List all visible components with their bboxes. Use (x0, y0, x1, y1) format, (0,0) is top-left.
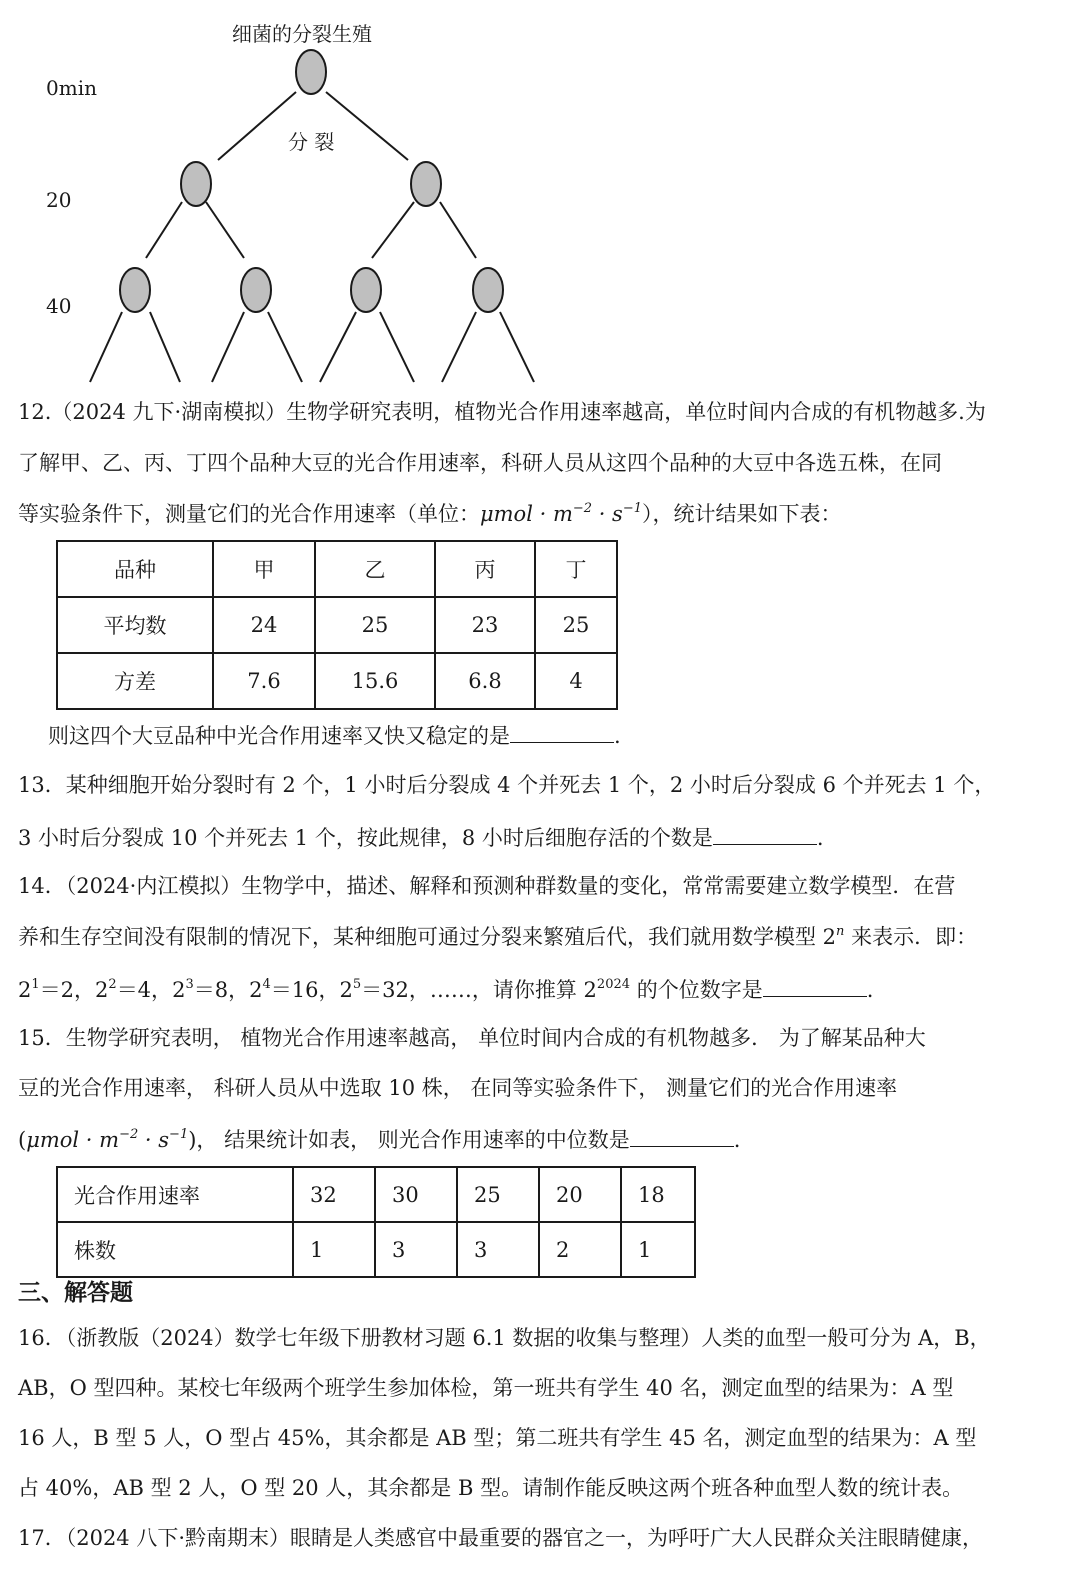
branch (218, 92, 296, 160)
q14-line1: 14．（2024·内江模拟）生物学中，描述、解释和预测种群数量的变化，常常需要建立数学模型．在营 (18, 874, 956, 898)
table-row (57, 541, 617, 597)
time-label-40: 40 (46, 294, 72, 318)
q15-unit: $\mu mol \cdot m^{-2} \cdot s^{-1}$ (26, 1127, 189, 1152)
table-cell: 1 (293, 1222, 375, 1277)
branch (206, 202, 244, 258)
table-cell: 7.6 (213, 653, 315, 709)
section-heading: 三、解答题 (18, 1280, 133, 1306)
q15-line2: 豆的光合作用速率， 科研人员从中选取 10 株， 在同等实验条件下， 测量它们的光合作用速率 (18, 1076, 898, 1100)
table-cell: 方差 (57, 653, 213, 709)
power-term: $2^1=2$， (18, 977, 96, 1002)
q12-question: 则这四个大豆品种中光合作用速率又快又稳定的是 . (48, 724, 621, 748)
q16-line4: 占 40%，AB 型 2 人，O 型 20 人，其余都是 B 型。请制作能反映这两个班各种血型人数的统计表。 (18, 1476, 964, 1500)
table-cell: 32 (293, 1167, 375, 1222)
table-cell: 1 (621, 1222, 695, 1277)
q16-line1: 16．（浙教版（2024）数学七年级下册教材习题 6.1 数据的收集与整理）人类的血型一般可分为 A，B， (18, 1326, 991, 1350)
table-cell: 甲 (213, 541, 315, 597)
table-cell: 24 (213, 597, 315, 653)
time-label-20: 20 (46, 188, 72, 212)
bacterium-cell (181, 162, 211, 206)
division-tree (0, 0, 560, 390)
table-cell: 3 (457, 1222, 539, 1277)
answer-blank[interactable] (510, 724, 614, 743)
diagram-title: 细菌的分裂生殖 (232, 22, 372, 46)
table-cell: 6.8 (435, 653, 535, 709)
q16-line2: AB，O 型四种。某校七年级两个班学生参加体检，第一班共有学生 40 名，测定血型的结果为：A 型 (18, 1376, 954, 1400)
time-label-0: 0min (46, 76, 97, 100)
answer-blank[interactable] (630, 1128, 734, 1147)
table-cell: 株数 (57, 1222, 293, 1277)
table-cell: 3 (375, 1222, 457, 1277)
branch (320, 312, 356, 382)
branch (440, 202, 476, 258)
table-row (57, 653, 617, 709)
q16-line3: 16 人，B 型 5 人，O 型占 45%，其余都是 AB 型；第二班共有学生 45 名，测定血型的结果为：A 型 (18, 1426, 977, 1450)
q12-line3-pre: 等实验条件下，测量它们的光合作用速率（单位： (18, 502, 480, 526)
q12-unit: $\mu mol \cdot m^{-2} \cdot s^{-1}$ (480, 501, 643, 526)
table-cell: 光合作用速率 (57, 1167, 293, 1222)
q13-line2: 3 小时后分裂成 10 个并死去 1 个，按此规律，8 小时后细胞存活的个数是 . (18, 826, 824, 850)
q12-line1: 12.（2024 九下·湖南模拟）生物学研究表明，植物光合作用速率越高，单位时间内合成的有机物越多.为 (18, 400, 986, 424)
branch (372, 202, 414, 258)
table-cell: 15.6 (315, 653, 435, 709)
q15-line1: 15．生物学研究表明， 植物光合作用速率越高， 单位时间内合成的有机物越多． 为了解某品种大 (18, 1026, 926, 1050)
q12-line3 (18, 501, 842, 526)
q15-line3: $(\mu mol \cdot m^{-2} \cdot s^{-1})$， 结果统计如表， 则光合作用速率的中位数是 . (18, 1127, 741, 1152)
power-term: $2^5=32$， (339, 977, 430, 1002)
bacterium-cell (120, 268, 150, 312)
branch (150, 312, 180, 382)
q15-table (56, 1166, 696, 1278)
power-term: $2^2=4$， (95, 977, 173, 1002)
table-cell: 25 (315, 597, 435, 653)
table-cell: 4 (535, 653, 617, 709)
table-cell: 30 (375, 1167, 457, 1222)
q13-line1: 13．某种细胞开始分裂时有 2 个，1 小时后分裂成 4 个并死去 1 个，2 小时后分裂成 6 个并死去 1 个， (18, 773, 996, 797)
table-cell: 23 (435, 597, 535, 653)
table-cell: 2 (539, 1222, 621, 1277)
table-row (57, 597, 617, 653)
branch (500, 312, 534, 382)
table-cell: 25 (535, 597, 617, 653)
table-row (57, 1167, 695, 1222)
table-row (57, 1222, 695, 1277)
bacterium-cell (473, 268, 503, 312)
q14-line3: $2^1=2$，$2^2=4$，$2^3=8$，$2^4=16$，$2^5=32$，……，请你推算 $2^{2024}$ 的个位数字是 . (18, 977, 874, 1002)
power-term: $2^3=8$， (172, 977, 250, 1002)
table-cell: 品种 (57, 541, 213, 597)
branch (90, 312, 122, 382)
branch (268, 312, 302, 382)
answer-blank[interactable] (763, 978, 867, 997)
branch (146, 202, 182, 258)
answer-blank[interactable] (713, 826, 817, 845)
branch (212, 312, 244, 382)
table-cell: 25 (457, 1167, 539, 1222)
branch (380, 312, 414, 382)
table-cell: 丁 (535, 541, 617, 597)
q12-line2: 了解甲、乙、丙、丁四个品种大豆的光合作用速率，科研人员从这四个品种的大豆中各选五株，在同 (18, 451, 942, 475)
q14-line2: 养和生存空间没有限制的情况下，某种细胞可通过分裂来繁殖后代，我们就用数学模型 2$^n$ 来表示．即： (18, 924, 978, 949)
bacterium-cell (241, 268, 271, 312)
q12-line3-post: ），统计结果如下表： (642, 502, 842, 526)
table-cell: 18 (621, 1167, 695, 1222)
q17-line1: 17．（2024 八下·黔南期末）眼睛是人类感官中最重要的器官之一，为呼吁广大人民群众关注眼睛健康， (18, 1526, 984, 1550)
bacterium-cell (351, 268, 381, 312)
power-term: $2^4=16$， (249, 977, 340, 1002)
branch (326, 92, 408, 160)
bacterium-cell (296, 50, 326, 94)
table-cell: 丙 (435, 541, 535, 597)
bacterium-cell (411, 162, 441, 206)
table-cell: 20 (539, 1167, 621, 1222)
table-cell: 乙 (315, 541, 435, 597)
branch (442, 312, 476, 382)
q12-table (56, 540, 618, 710)
split-label: 分 裂 (288, 130, 335, 154)
table-cell: 平均数 (57, 597, 213, 653)
